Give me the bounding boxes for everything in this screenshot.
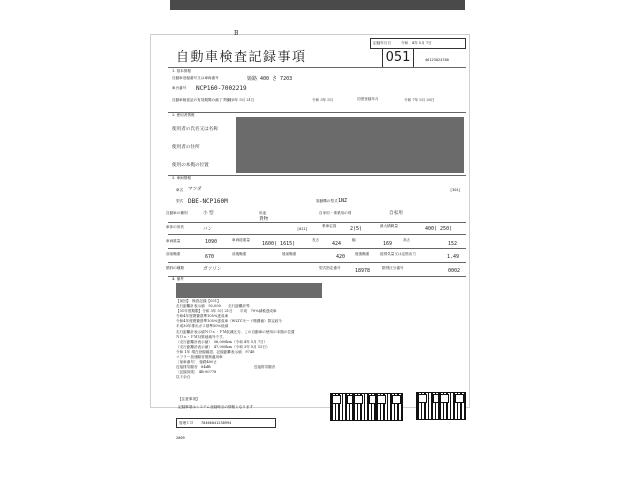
max-load-label: 最大積載量	[380, 224, 398, 228]
section3-heading: 3. 車両情報	[172, 176, 191, 180]
document-title: 自動車検査記録事項	[176, 50, 307, 65]
note-line: 令和4年度燃費基準105%達成車	[176, 314, 229, 319]
maker-label: 車名	[176, 188, 184, 192]
fuel-value: ガソリン	[203, 267, 222, 272]
note-line: ＮＯｘ・ＰＭ対策地域外です。	[176, 334, 227, 339]
engine-label: 原動機の型式	[316, 199, 338, 203]
model-label: 型式	[176, 199, 184, 203]
rear-rear-axle-label: 後後軸重	[355, 252, 370, 256]
redacted-notes-header	[176, 283, 322, 298]
class-label: 自動車の種別	[166, 211, 188, 215]
chassis-label: 車台番号	[172, 86, 187, 90]
note-line: 走行距離計表示値 92,000 走行距離計等	[176, 304, 250, 309]
note-line: マフラー加速騒音規制適用車	[176, 355, 223, 360]
note-line: （走行距離計表示値） 47,000km（令和 3年 5月 15日）	[176, 344, 270, 349]
address-label: 使用者の住所	[172, 145, 200, 150]
width-value: 169	[383, 241, 393, 247]
note-line: ［記録用紙］ 4B-00778	[176, 370, 217, 375]
weight-value: 1090	[205, 239, 218, 245]
engine-value: 1NZ	[338, 198, 348, 204]
owner-label: 使用者の氏名又は名称	[172, 127, 218, 132]
management-id-box	[176, 418, 276, 428]
note-line: 【31年度期限】令和 3年 5月 21日 平成 70%減税達成車	[176, 309, 277, 314]
record-date-box	[370, 38, 466, 49]
page-code: 2009	[176, 436, 185, 440]
note-line: 以下余白	[176, 375, 191, 380]
management-id-value: 70466041238994	[201, 421, 232, 425]
use-label: 用途	[259, 211, 267, 215]
note-line: 令和4年度燃費基準105%達成車（WLTCモード燃費値）算定政令	[176, 319, 283, 324]
notice-heading: 【注意事項】	[178, 397, 200, 401]
category-label: 類別区分番号	[382, 266, 404, 270]
expiry-value: 令和 3年 5月 21日	[224, 98, 255, 102]
section2-top-rule	[168, 112, 466, 113]
displacement-label: 総排気量又は定格出力	[380, 252, 416, 256]
body-label: 車体の形状	[166, 225, 184, 229]
business-label: 自家用・事業用の別	[319, 211, 352, 215]
use-value: 貨物	[259, 217, 269, 222]
section3-top-rule	[168, 175, 466, 176]
note-line: ［前車番号］ 姫路400さ	[176, 360, 217, 365]
row-rule-a	[168, 222, 466, 223]
note-line: 平成30年排出ガス基準50%低減	[176, 324, 229, 329]
weight-label: 車両重量	[166, 239, 181, 243]
type-number-label: 型式指定番号	[319, 266, 341, 270]
base-location-label: 使用の本拠の位置	[172, 163, 209, 168]
body-value: バン	[203, 227, 213, 232]
model-value: DBE-NCP160M	[188, 198, 228, 205]
front-rear-axle-label: 前後軸重	[232, 252, 247, 256]
fuel-label: 燃料の種類	[166, 266, 184, 270]
reg-number-value: 姫路 400 さ 7203	[247, 76, 293, 82]
note-line: （走行距離計表示値） 56,000km（令和 4年 5月 7日）	[176, 339, 268, 344]
gross-weight-label: 車両総重量	[232, 238, 250, 242]
first-reg-value: 令和 7年 5月 20日	[404, 98, 435, 102]
category-value: 0002	[448, 268, 461, 274]
maker-code: [301]	[450, 188, 461, 192]
rear-axle-label: 後前軸重	[282, 252, 297, 256]
gross-weight-value: 1600( 1615)	[262, 241, 296, 247]
section1-heading: 1. 基本情報	[172, 69, 191, 73]
management-id-label: 管理ＩＤ	[179, 421, 194, 425]
type-number-value: 18978	[355, 268, 371, 274]
qr-code-5	[438, 392, 466, 420]
form-code: B	[234, 30, 239, 37]
row-rule-b	[168, 234, 466, 235]
top-scan-bar	[170, 0, 465, 10]
maker-value: マツダ	[188, 187, 202, 192]
section4-top-rule	[168, 276, 466, 277]
notice-text: 記録事項はシステム登録時点の情報となります	[178, 405, 254, 409]
qr-code-3	[375, 393, 403, 421]
capacity-value: 2(5)	[350, 226, 363, 232]
note-line: 令和 1年 現在登録確認、記録距離表示値 9748	[176, 349, 255, 354]
note-line: 【前回】 検査記録【051】	[176, 299, 221, 303]
displacement-value: 1.49	[447, 254, 460, 260]
width-label: 幅	[352, 238, 356, 242]
reg-number-label: 自動車登録番号又は車両番号	[172, 76, 219, 80]
length-label: 長さ	[312, 238, 320, 242]
chassis-value: NCP160-7002219	[196, 85, 247, 92]
record-date-label: 記録年月日	[373, 41, 391, 45]
front-axle-label: 前前軸重	[166, 252, 181, 256]
date2-value: 令和 3年 5月	[312, 98, 334, 102]
rear-axle-value: 420	[336, 254, 346, 260]
note-line: 走行距離計表示値ＮＯｘ・ＰＭ低減区分、この自動車の使用の本拠の位置	[176, 329, 295, 334]
front-axle-value: 670	[205, 254, 215, 260]
redacted-owner-block	[236, 117, 464, 173]
section4-heading: 4. 備考	[172, 277, 184, 281]
business-value: 自家用	[389, 211, 403, 216]
notes-block	[176, 299, 295, 381]
max-load-value: 400( 250)	[425, 226, 453, 232]
row-rule-d	[168, 262, 466, 263]
first-reg-label: 初度登録年月	[357, 97, 379, 101]
body-code: [021]	[297, 227, 308, 231]
note-line: 近接排気騒音 84dB 近接排気騒音	[176, 365, 276, 370]
document-serial: 46123024780	[425, 58, 449, 62]
height-label: 高さ	[403, 238, 411, 242]
capacity-label: 乗車定員	[322, 224, 337, 228]
record-date-value: 令和 4年 5月 7日	[401, 41, 432, 45]
height-value: 152	[448, 241, 458, 247]
expiry-label: 自動車検査証の有効期間の満了する日	[172, 98, 234, 102]
length-value: 424	[332, 241, 342, 247]
section2-heading: 2. 使用者情報	[172, 113, 195, 117]
row-rule-c	[168, 248, 466, 249]
box-number: 051	[382, 48, 414, 68]
class-value: 小 型	[203, 211, 214, 216]
section1-top-rule	[168, 67, 466, 68]
